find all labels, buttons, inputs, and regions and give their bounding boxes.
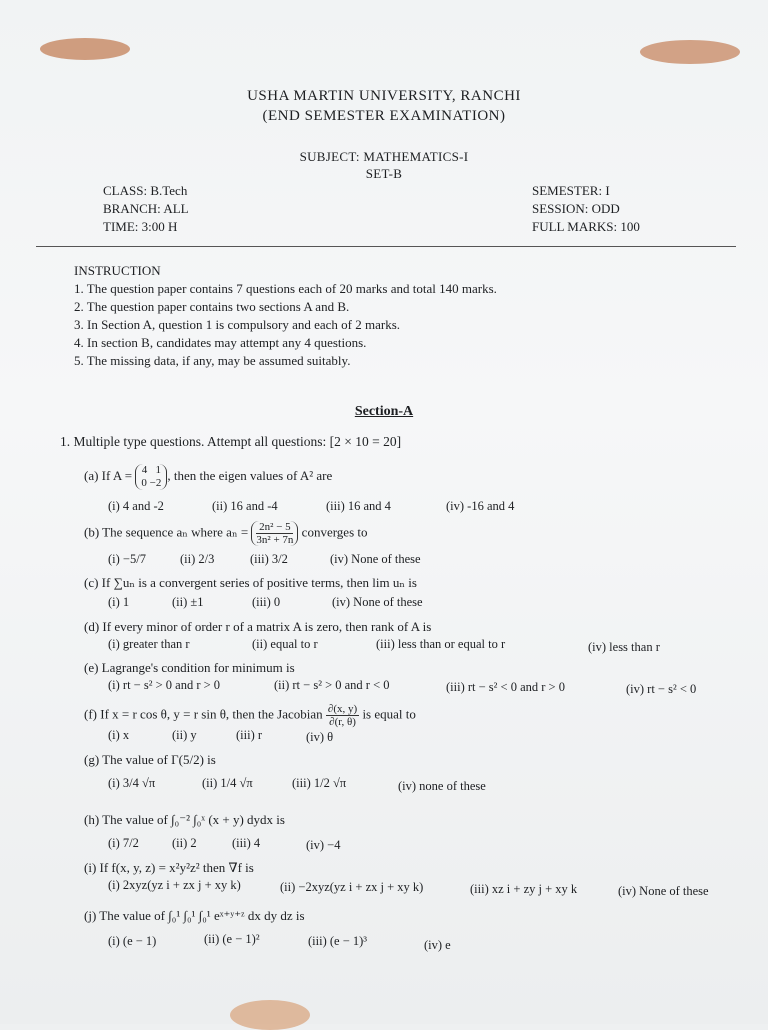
finger-shadow [40, 38, 130, 60]
question-tail: converges to [301, 524, 368, 540]
instructions-title: INSTRUCTION [74, 263, 161, 278]
set: SET-B [365, 166, 403, 181]
instruction-item: 3. In Section A, question 1 is compulsory and each of 2 marks. [74, 317, 401, 332]
option: (i) 1 [108, 595, 130, 609]
question-1: 1. Multiple type questions. Attempt all questions: [2 × 10 = 20] [60, 434, 402, 449]
question-d: (d) If every minor of order r of a matrix A is zero, then rank of A is [84, 619, 432, 634]
fraction: $\frac{\partial(x, y)}{\partial(r, \theta)}$ [327, 703, 358, 728]
time: TIME: 3:00 H [103, 219, 178, 234]
option: (i) 7/2 [108, 836, 139, 850]
question-g: (g) The value of Γ(5/2) is [84, 752, 216, 767]
option: (i) 2xyz(yz i + zx j + xy k) [108, 878, 241, 892]
option: (iv) less than r [588, 640, 660, 654]
option: (ii) y [172, 728, 197, 742]
divider [36, 246, 736, 247]
option: (iv) None of these [332, 595, 423, 609]
option: (i) 3/4 √π [108, 776, 156, 790]
instruction-item: 1. The question paper contains 7 questions each of 20 marks and total 140 marks. [74, 281, 497, 296]
option: (iii) less than or equal to r [376, 637, 506, 651]
question-j: (j) The value of ∫₀¹ ∫₀¹ ∫₀¹ eˣ⁺ʸ⁺ᶻ dx dy dz is [84, 908, 305, 923]
option: (ii) (e − 1)² [204, 932, 260, 946]
option: (i) x [108, 728, 130, 742]
question-b [84, 521, 368, 546]
option: (iii) rt − s² < 0 and r > 0 [446, 680, 565, 694]
option: (iv) −4 [306, 838, 341, 852]
question-a [84, 464, 332, 490]
instruction-item: 2. The question paper contains two sections A and B. [74, 299, 350, 314]
question-tail: , then the eigen values of A² are [167, 467, 333, 483]
option: (i) −5/7 [108, 552, 146, 566]
option: (ii) ±1 [172, 595, 204, 609]
option: (i) 4 and -2 [108, 499, 164, 513]
question-i: (i) If f(x, y, z) = x²y²z² then ∇f is [84, 860, 254, 875]
option: (ii) 1/4 √π [202, 776, 253, 790]
option: (iii) 0 [252, 595, 281, 609]
instructions [74, 262, 497, 370]
option: (iv) None of these [618, 884, 709, 898]
meta-left [103, 182, 189, 236]
option: (ii) 2 [172, 836, 197, 850]
exam-name: (END SEMESTER EXAMINATION) [262, 108, 506, 124]
option: (iii) xz i + zy j + xy k [470, 882, 578, 896]
exam-header [0, 86, 768, 126]
finger-shadow [640, 40, 740, 64]
finger-shadow [230, 1000, 310, 1030]
question-tail: is equal to [362, 706, 416, 722]
option: (iii) (e − 1)³ [308, 934, 368, 948]
meta-right [532, 182, 640, 236]
instruction-item: 4. In section B, candidates may attempt any 4 questions. [74, 335, 367, 350]
option: (iv) None of these [330, 552, 421, 566]
option: (iii) r [236, 728, 263, 742]
subject-block [0, 148, 768, 182]
option: (ii) 16 and -4 [212, 499, 278, 513]
option: (iv) e [424, 938, 451, 952]
fraction: $\frac{\text{2n² − 5}}{\text{3n² + 7n}}$ [251, 521, 298, 546]
option: (ii) equal to r [252, 637, 318, 651]
option: (iii) 4 [232, 836, 261, 850]
option: (iii) 16 and 4 [326, 499, 391, 513]
option: (iv) rt − s² < 0 [626, 682, 697, 696]
question-c: (c) If ∑uₙ is a convergent series of positive terms, then lim uₙ is [84, 575, 417, 590]
option: (ii) rt − s² > 0 and r < 0 [274, 678, 390, 692]
option: (iii) 1/2 √π [292, 776, 347, 790]
full-marks: FULL MARKS: 100 [532, 219, 640, 234]
option: (i) rt − s² > 0 and r > 0 [108, 678, 221, 692]
question-label: (f) If x = r cos θ, y = r sin θ, then the Jacobian [84, 706, 323, 722]
option: (iv) θ [306, 730, 334, 744]
option: (i) (e − 1) [108, 934, 157, 948]
class: CLASS: B.Tech [103, 183, 188, 198]
semester: SEMESTER: I [532, 183, 610, 198]
subject: SUBJECT: MATHEMATICS-I [299, 149, 469, 164]
branch: BRANCH: ALL [103, 201, 189, 216]
matrix: 4 1 0 −2 [135, 464, 167, 490]
question-label: (a) If A = [84, 467, 133, 483]
session: SESSION: ODD [532, 201, 620, 216]
option: (iii) 3/2 [250, 552, 288, 566]
option: (iv) -16 and 4 [446, 499, 515, 513]
question-label: (b) The sequence aₙ where aₙ = [84, 524, 249, 540]
option: (ii) −2xyz(yz i + zx j + xy k) [280, 880, 424, 894]
option: (ii) 2/3 [180, 552, 215, 566]
option: (i) greater than r [108, 637, 190, 651]
instruction-item: 5. The missing data, if any, may be assumed suitably. [74, 353, 351, 368]
question-h: (h) The value of ∫₀⁻² ∫₀ˣ (x + y) dydx is [84, 812, 285, 827]
question-f [84, 703, 416, 728]
university-name: USHA MARTIN UNIVERSITY, RANCHI [247, 88, 521, 104]
option: (iv) none of these [398, 779, 486, 793]
section-title: Section-A [354, 404, 414, 419]
question-e: (e) Lagrange's condition for minimum is [84, 660, 295, 675]
